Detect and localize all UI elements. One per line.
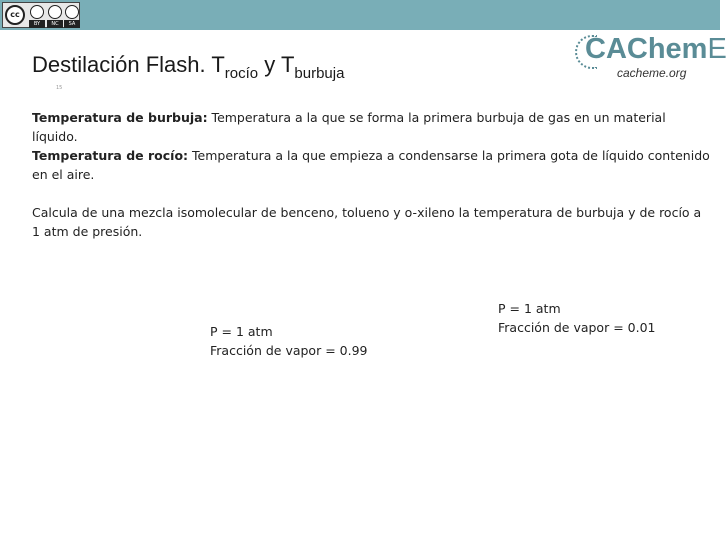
top-bar xyxy=(0,0,720,30)
title-main: Destilación Flash. T xyxy=(32,52,225,77)
license-label-by: BY xyxy=(29,20,45,28)
noncommercial-icon xyxy=(48,5,62,19)
logo-url: cacheme.org xyxy=(617,66,687,80)
definition-bubble-point xyxy=(32,108,712,146)
spacer xyxy=(32,184,712,203)
pressure-value: P = 1 atm xyxy=(210,324,273,339)
definition-text: Temperatura a la que empieza a condensarse la primera gota de líquido contenido en el aire. xyxy=(32,148,710,182)
vapor-fraction-value: Fracción de vapor = 0.99 xyxy=(210,343,368,358)
page-title xyxy=(32,52,344,82)
logo-name xyxy=(585,33,727,66)
definition-term: Temperatura de rocío: xyxy=(32,148,189,163)
attribution-icon xyxy=(30,5,44,19)
definition-dew-point xyxy=(32,146,712,184)
content-text xyxy=(32,108,712,241)
conditions-bubble-point xyxy=(498,299,655,337)
definition-text: Temperatura a la que se forma la primera burbuja de gas en un material líquido. xyxy=(32,110,666,144)
vapor-fraction-value: Fracción de vapor = 0.01 xyxy=(498,320,656,335)
problem-statement: Calcula de una mezcla isomolecular de benceno, tolueno y o-xileno la temperatura de burbuja y de rocío a 1 atm de presión. xyxy=(32,205,702,239)
license-badge[interactable] xyxy=(2,2,80,28)
title-subscript-burbuja: burbuja xyxy=(294,65,345,82)
conditions-dew-point xyxy=(210,322,367,360)
slide-number: 15 xyxy=(56,85,63,91)
sharealike-icon xyxy=(65,5,79,19)
license-label-nc: NC xyxy=(47,20,63,28)
logo-name-main: CAChem xyxy=(585,33,708,65)
cc-icon: cc xyxy=(5,5,25,25)
logo-name-end: E xyxy=(707,33,727,65)
cacheme-logo[interactable] xyxy=(575,33,727,81)
title-mid: y T xyxy=(258,52,295,77)
title-subscript-rocio: rocío xyxy=(224,65,259,82)
license-label-sa: SA xyxy=(64,20,80,28)
definition-term: Temperatura de burbuja: xyxy=(32,110,208,125)
pressure-value: P = 1 atm xyxy=(498,301,561,316)
